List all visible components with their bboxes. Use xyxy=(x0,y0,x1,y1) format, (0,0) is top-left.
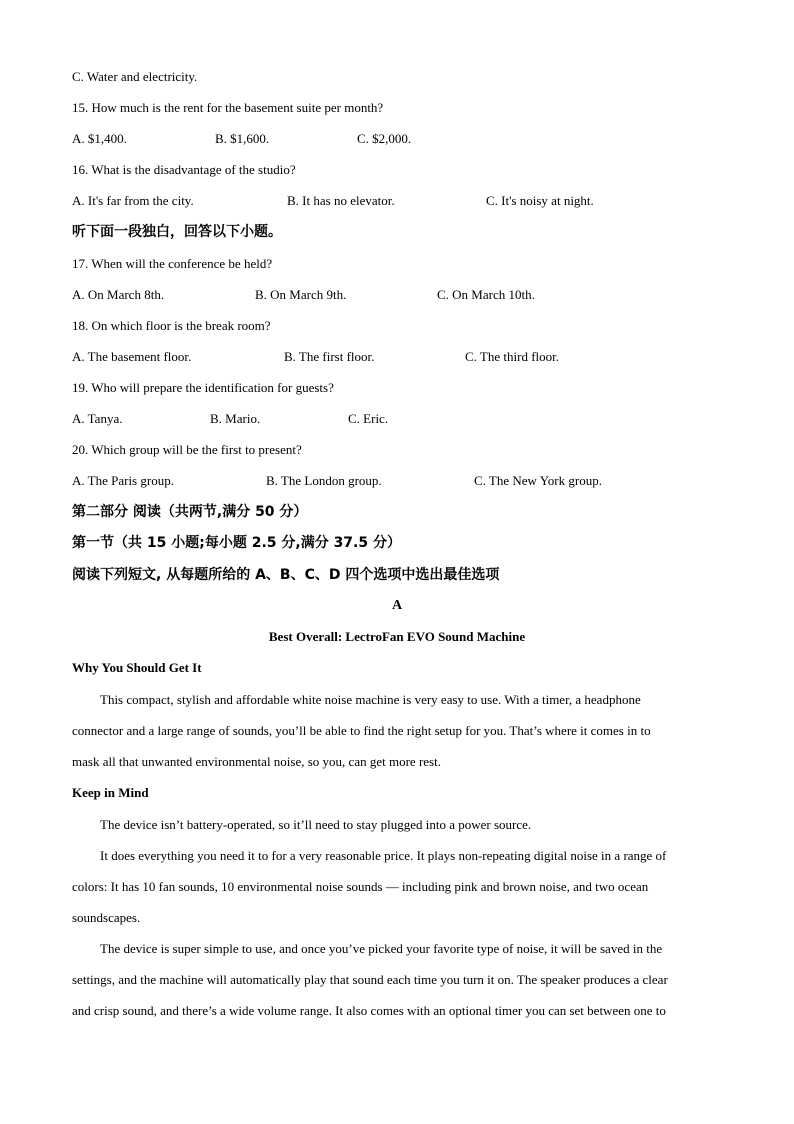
paragraph-1-line-3: mask all that unwanted environmental noise, so you, can get more rest. xyxy=(72,754,441,769)
heading-keep-in-mind: Keep in Mind xyxy=(72,785,149,800)
passage-title: Best Overall: LectroFan EVO Sound Machine xyxy=(268,629,526,644)
q15-stem: 15. How much is the rent for the basement suite per month? xyxy=(72,100,384,115)
q15-option-b: B. $1,600. xyxy=(215,131,270,146)
q18-stem: 18. On which floor is the break room? xyxy=(72,318,271,333)
q18-option-a: A. The basement floor. xyxy=(72,349,192,364)
q19-option-c: C. Eric. xyxy=(348,411,389,426)
q14-option-c: C. Water and electricity. xyxy=(72,69,198,84)
q15-option-a: A. $1,400. xyxy=(72,131,127,146)
paragraph-3-line-2: colors: It has 10 fan sounds, 10 environmental noise sounds — including pink and brown noise, and two ocean xyxy=(72,879,649,894)
passage-letter: A xyxy=(391,598,403,613)
q20-stem: 20. Which group will be the first to present? xyxy=(72,442,302,457)
q20-option-b: B. The London group. xyxy=(266,473,382,488)
q18-option-b: B. The first floor. xyxy=(284,349,375,364)
q15-option-c: C. $2,000. xyxy=(357,131,412,146)
paragraph-1-line-2: connector and a large range of sounds, you’ll be able to find the right setup for you. That’s where it comes in to xyxy=(72,723,651,738)
reading-part-title: 第二部分 阅读（共两节,满分 50 分） xyxy=(72,504,308,520)
paragraph-4-line-1: The device is super simple to use, and once you’ve picked your favorite type of noise, it will be saved in the xyxy=(100,941,663,956)
q17-stem: 17. When will the conference be held? xyxy=(72,256,273,271)
q16-option-b: B. It has no elevator. xyxy=(287,193,395,208)
paragraph-4-line-2: settings, and the machine will automatically play that sound each time you turn it on. The speaker produces a clear xyxy=(72,972,668,987)
reading-instruction: 阅读下列短文, 从每题所给的 A、B、C、D 四个选项中选出最佳选项 xyxy=(72,567,500,583)
q20-option-c: C. The New York group. xyxy=(474,473,602,488)
q20-option-a: A. The Paris group. xyxy=(72,473,174,488)
paragraph-3-line-3: soundscapes. xyxy=(72,910,141,925)
q16-option-a: A. It's far from the city. xyxy=(72,193,194,208)
q19-option-b: B. Mario. xyxy=(210,411,261,426)
q18-option-c: C. The third floor. xyxy=(465,349,560,364)
q17-option-a: A. On March 8th. xyxy=(72,287,165,302)
paragraph-3-line-1: It does everything you need it to for a very reasonable price. It plays non-repeating digital noise in a range of xyxy=(100,848,667,863)
q16-stem: 16. What is the disadvantage of the studio? xyxy=(72,162,296,177)
heading-why-get-it: Why You Should Get It xyxy=(72,660,202,675)
q19-option-a: A. Tanya. xyxy=(72,411,123,426)
q19-stem: 19. Who will prepare the identification for guests? xyxy=(72,380,334,395)
q17-option-c: C. On March 10th. xyxy=(437,287,535,302)
paragraph-4-line-3: and crisp sound, and there’s a wide volume range. It also comes with an optional timer you can set between one to xyxy=(72,1003,666,1018)
monologue-instruction: 听下面一段独白，回答以下小题。 xyxy=(72,224,282,240)
reading-section-title: 第一节（共 15 小题;每小题 2.5 分,满分 37.5 分） xyxy=(72,535,401,551)
q17-option-b: B. On March 9th. xyxy=(255,287,347,302)
paragraph-2-line-1: The device isn’t battery-operated, so it’ll need to stay plugged into a power source. xyxy=(100,817,532,832)
paragraph-1-line-1: This compact, stylish and affordable white noise machine is very easy to use. With a timer, a headphone xyxy=(100,692,641,707)
q16-option-c: C. It's noisy at night. xyxy=(486,193,594,208)
